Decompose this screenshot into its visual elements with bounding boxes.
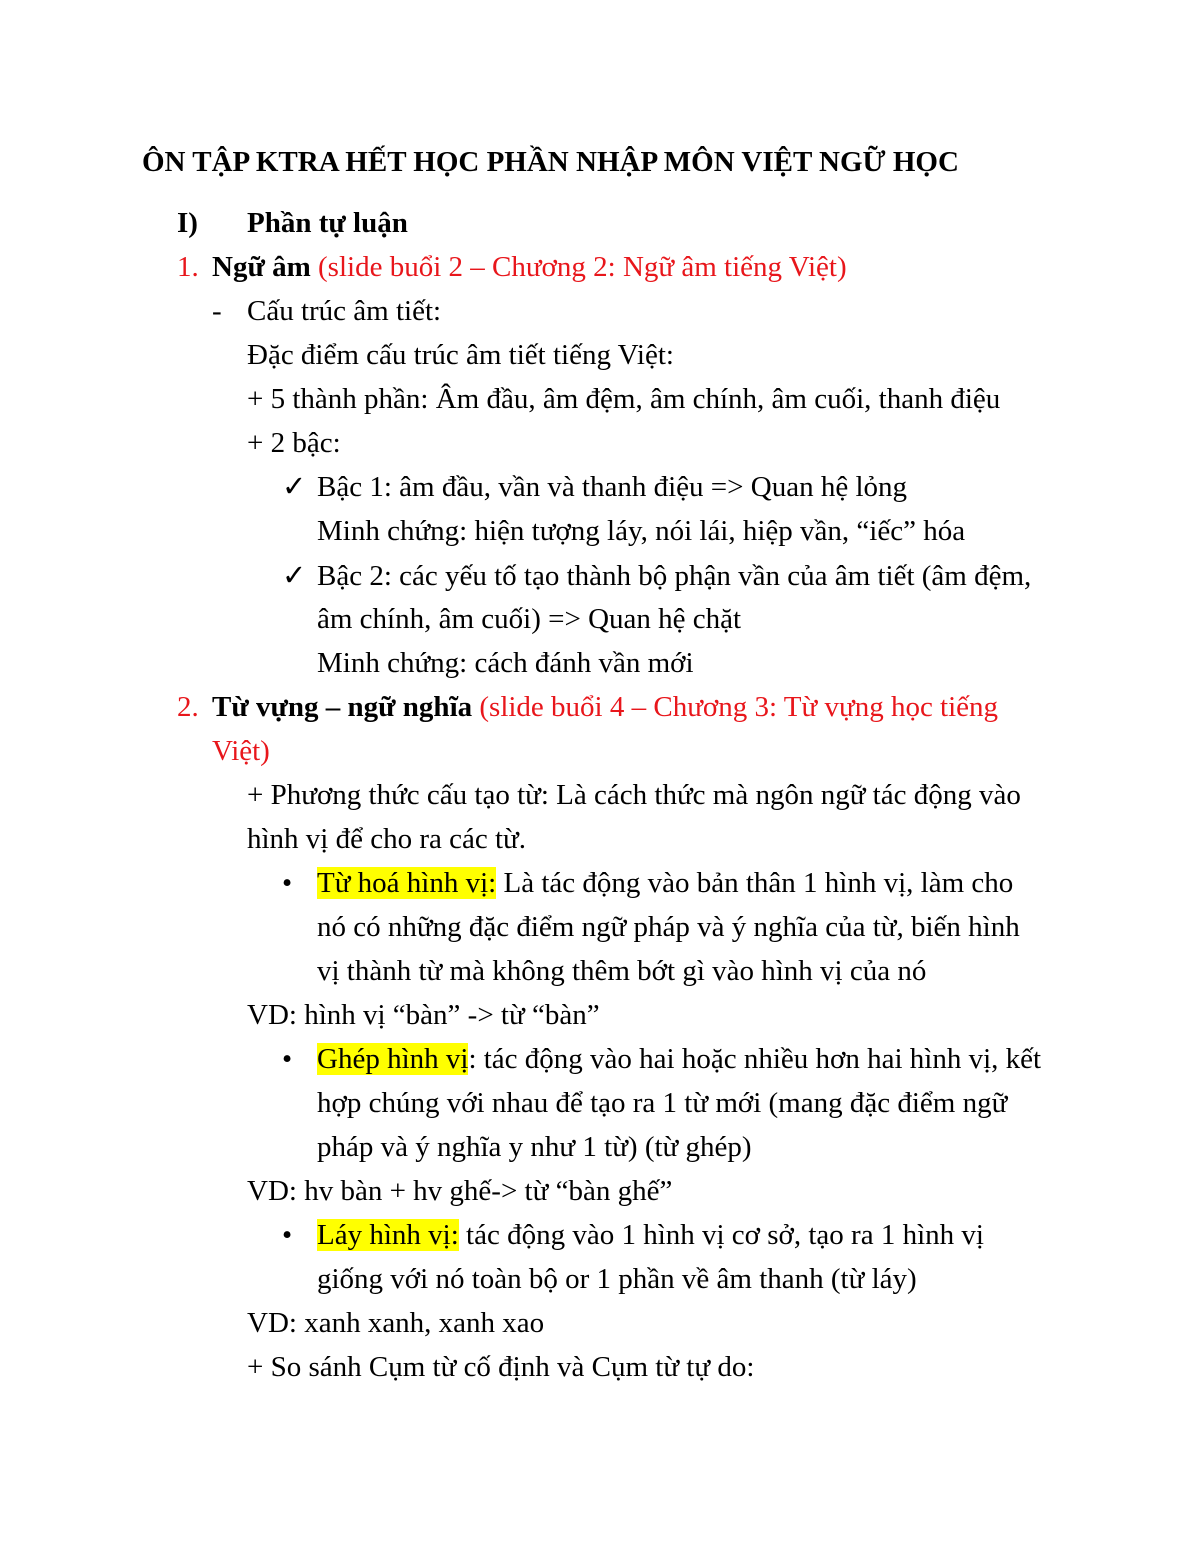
text-line: vị thành từ mà không thêm bớt gì vào hình vị của nó	[317, 955, 927, 987]
text-line: âm chính, âm cuối) => Quan hệ chặt	[317, 603, 742, 635]
bullet-icon: •	[282, 1043, 293, 1075]
text-line: + Phương thức cấu tạo từ: Là cách thức mà ngôn ngữ tác động vào	[247, 779, 1021, 811]
section-marker: I)	[177, 207, 198, 239]
item-heading-line	[212, 690, 998, 724]
text-line: Bậc 1: âm đầu, vần và thanh điệu => Quan hệ lỏng	[317, 471, 907, 503]
section-heading: Phần tự luận	[247, 207, 408, 239]
text-line: Cấu trúc âm tiết:	[247, 295, 442, 327]
text-line: Đặc điểm cấu trúc âm tiết tiếng Việt:	[247, 339, 674, 371]
bullet-line	[317, 866, 1013, 900]
bullet-line	[317, 1218, 984, 1252]
bullet-text: tác động vào 1 hình vị cơ sở, tạo ra 1 hình vị	[458, 1219, 984, 1251]
example-line: VD: hình vị “bàn” -> từ “bàn”	[247, 999, 600, 1031]
bullet-text: Là tác động vào bản thân 1 hình vị, làm cho	[496, 867, 1014, 899]
item-reference: (slide buổi 4 – Chương 3: Từ vựng học tiếng	[472, 691, 999, 723]
highlighted-term: Ghép hình vị	[317, 1043, 469, 1075]
example-line: VD: xanh xanh, xanh xao	[247, 1307, 545, 1339]
text-line: + 5 thành phần: Âm đầu, âm đệm, âm chính, âm cuối, thanh điệu	[247, 383, 1001, 415]
item-number: 2.	[177, 691, 199, 723]
bullet-icon: •	[282, 1219, 293, 1251]
item-reference-cont: Việt)	[212, 735, 270, 767]
example-line: VD: hv bàn + hv ghế-> từ “bàn ghế”	[247, 1175, 673, 1207]
text-line: Minh chứng: cách đánh vần mới	[317, 647, 694, 679]
checkmark-icon: ✓	[282, 471, 307, 503]
text-line: Bậc 2: các yếu tố tạo thành bộ phận vần của âm tiết (âm đệm,	[317, 560, 1032, 592]
bullet-text: : tác động vào hai hoặc nhiều hơn hai hình vị, kết	[468, 1043, 1042, 1075]
item-heading: Từ vựng – ngữ nghĩa	[212, 691, 473, 723]
text-line: + 2 bậc:	[247, 427, 341, 459]
dash-marker: -	[212, 295, 222, 327]
bullet-icon: •	[282, 867, 293, 899]
text-line: pháp và ý nghĩa y như 1 từ) (từ ghép)	[317, 1131, 752, 1163]
bullet-line	[317, 1042, 1041, 1076]
text-line: giống với nó toàn bộ or 1 phần về âm thanh (từ láy)	[317, 1263, 917, 1295]
item-heading: Ngữ âm	[212, 251, 311, 283]
item-heading-line	[212, 250, 847, 284]
highlighted-term: Láy hình vị:	[317, 1219, 459, 1251]
document-title: ÔN TẬP KTRA HẾT HỌC PHẦN NHẬP MÔN VIỆT NGỮ HỌC	[142, 146, 959, 178]
highlighted-term: Từ hoá hình vị:	[317, 867, 497, 899]
item-number: 1.	[177, 251, 199, 283]
text-line: nó có những đặc điểm ngữ pháp và ý nghĩa của từ, biến hình	[317, 911, 1020, 943]
text-line: Minh chứng: hiện tượng láy, nói lái, hiệp vần, “iếc” hóa	[317, 515, 966, 547]
text-line: hình vị để cho ra các từ.	[247, 823, 527, 855]
checkmark-icon: ✓	[282, 560, 307, 592]
text-line: + So sánh Cụm từ cố định và Cụm từ tự do:	[247, 1351, 755, 1383]
item-reference: (slide buổi 2 – Chương 2: Ngữ âm tiếng Việt)	[310, 251, 847, 283]
text-line: hợp chúng với nhau để tạo ra 1 từ mới (mang đặc điểm ngữ	[317, 1087, 1008, 1119]
